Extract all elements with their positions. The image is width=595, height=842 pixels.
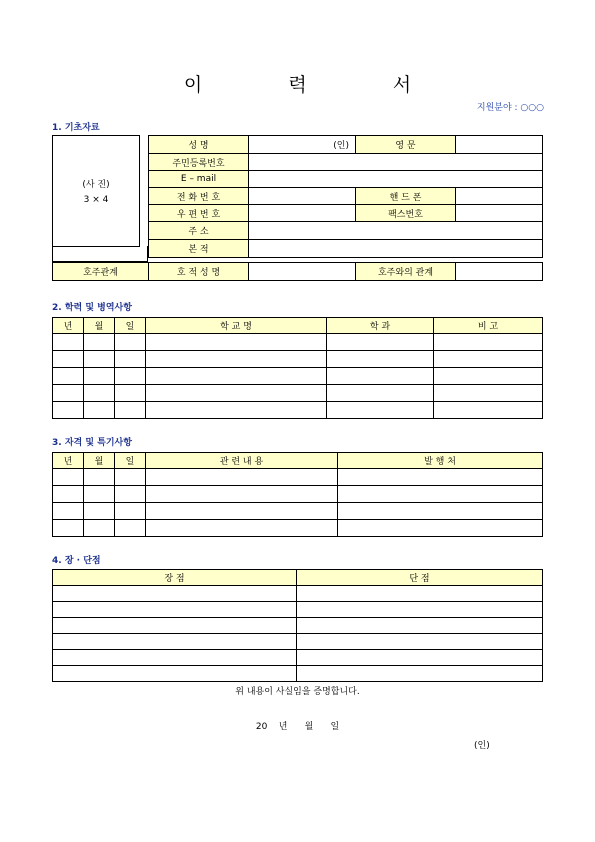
table-cell[interactable] bbox=[53, 503, 84, 520]
resident-no-label: 주민등록번호 bbox=[149, 154, 249, 171]
table-cell[interactable] bbox=[146, 385, 327, 402]
relation-label: 호주와의 관계 bbox=[356, 263, 456, 281]
section4-heading: 4. 장 · 단점 bbox=[52, 556, 101, 566]
table-cell[interactable] bbox=[297, 666, 543, 682]
table-row bbox=[53, 634, 543, 650]
table-cell[interactable] bbox=[434, 368, 543, 385]
table-cell[interactable] bbox=[146, 351, 327, 368]
table-cell[interactable] bbox=[327, 385, 434, 402]
table-cell[interactable] bbox=[146, 469, 338, 486]
photo-size: 3 × 4 bbox=[83, 195, 109, 205]
table-cell[interactable] bbox=[115, 334, 146, 351]
email-field[interactable] bbox=[249, 171, 543, 188]
edu-col-note: 비 고 bbox=[434, 318, 543, 334]
education-table bbox=[52, 317, 543, 419]
table-cell[interactable] bbox=[297, 634, 543, 650]
address-field[interactable] bbox=[249, 222, 543, 240]
table-cell[interactable] bbox=[297, 618, 543, 634]
edu-col-year: 년 bbox=[53, 318, 84, 334]
table-row bbox=[53, 385, 543, 402]
english-name-label: 영 문 bbox=[356, 136, 456, 154]
table-cell[interactable] bbox=[84, 486, 115, 503]
phone-label: 전 화 번 호 bbox=[149, 188, 249, 205]
certification-statement: 위 내용이 사실임을 증명합니다. bbox=[235, 687, 360, 697]
fax-field[interactable] bbox=[456, 205, 543, 222]
table-cell[interactable] bbox=[84, 351, 115, 368]
section3-heading: 3. 자격 및 특기사항 bbox=[52, 438, 132, 448]
table-cell[interactable] bbox=[146, 520, 338, 537]
table-cell[interactable] bbox=[338, 503, 543, 520]
qual-col-month: 월 bbox=[84, 453, 115, 469]
table-cell[interactable] bbox=[327, 334, 434, 351]
table-cell[interactable] bbox=[84, 334, 115, 351]
table-cell[interactable] bbox=[338, 520, 543, 537]
table-cell[interactable] bbox=[297, 602, 543, 618]
table-cell[interactable] bbox=[84, 469, 115, 486]
table-cell[interactable] bbox=[53, 618, 297, 634]
table-cell[interactable] bbox=[297, 586, 543, 602]
table-cell[interactable] bbox=[327, 351, 434, 368]
qual-col-day: 일 bbox=[115, 453, 146, 469]
table-cell[interactable] bbox=[434, 351, 543, 368]
table-cell[interactable] bbox=[434, 402, 543, 419]
address-label: 주 소 bbox=[149, 222, 249, 240]
table-cell[interactable] bbox=[146, 402, 327, 419]
postal-code-field[interactable] bbox=[249, 205, 356, 222]
table-cell[interactable] bbox=[84, 503, 115, 520]
edu-col-school: 학 교 명 bbox=[146, 318, 327, 334]
table-cell[interactable] bbox=[146, 486, 338, 503]
name-label: 성 명 bbox=[149, 136, 249, 154]
table-row bbox=[53, 469, 543, 486]
section1-heading: 1. 기초자료 bbox=[52, 123, 100, 133]
household-head-name-field[interactable] bbox=[249, 263, 356, 281]
table-cell[interactable] bbox=[53, 520, 84, 537]
email-label: E – mail bbox=[149, 171, 249, 188]
table-row bbox=[53, 650, 543, 666]
table-cell[interactable] bbox=[338, 469, 543, 486]
table-cell[interactable] bbox=[84, 520, 115, 537]
table-row bbox=[53, 586, 543, 602]
mobile-field[interactable] bbox=[456, 188, 543, 205]
table-cell[interactable] bbox=[115, 503, 146, 520]
mobile-label: 핸 드 폰 bbox=[356, 188, 456, 205]
table-cell[interactable] bbox=[53, 402, 84, 419]
edu-col-major: 학 과 bbox=[327, 318, 434, 334]
photo-placeholder bbox=[52, 178, 140, 208]
qual-col-year: 년 bbox=[53, 453, 84, 469]
table-cell[interactable] bbox=[53, 634, 297, 650]
table-row bbox=[53, 520, 543, 537]
table-cell[interactable] bbox=[115, 351, 146, 368]
household-head-name-label: 호 적 성 명 bbox=[149, 263, 249, 281]
table-cell[interactable] bbox=[115, 402, 146, 419]
domicile-label: 본 적 bbox=[149, 240, 249, 258]
table-cell[interactable] bbox=[115, 385, 146, 402]
household-row-table bbox=[52, 262, 543, 281]
fax-label: 팩스번호 bbox=[356, 205, 456, 222]
weaknesses-header: 단 점 bbox=[297, 570, 543, 586]
household-head-label: 호주관계 bbox=[53, 263, 149, 281]
table-cell[interactable] bbox=[53, 351, 84, 368]
applied-field: 지원분야 : ○○○ bbox=[476, 103, 544, 113]
table-cell[interactable] bbox=[53, 385, 84, 402]
table-cell[interactable] bbox=[115, 469, 146, 486]
table-cell[interactable] bbox=[327, 402, 434, 419]
postal-code-label: 우 편 번 호 bbox=[149, 205, 249, 222]
photo-label: (사 진) bbox=[82, 180, 110, 190]
table-cell[interactable] bbox=[53, 666, 297, 682]
table-cell[interactable] bbox=[146, 503, 338, 520]
table-cell[interactable] bbox=[84, 402, 115, 419]
table-cell[interactable] bbox=[53, 586, 297, 602]
table-cell[interactable] bbox=[434, 334, 543, 351]
table-cell[interactable] bbox=[53, 469, 84, 486]
domicile-field[interactable] bbox=[249, 240, 543, 258]
phone-field[interactable] bbox=[249, 188, 356, 205]
strengths-weaknesses-table bbox=[52, 569, 543, 682]
table-cell[interactable] bbox=[146, 334, 327, 351]
table-row bbox=[53, 368, 543, 385]
resident-no-field[interactable] bbox=[249, 154, 543, 171]
date-line: 20 년 월 일 bbox=[255, 722, 340, 732]
seal-mark: (인) bbox=[249, 136, 356, 154]
table-cell[interactable] bbox=[53, 368, 84, 385]
table-row bbox=[53, 602, 543, 618]
strengths-header: 장 점 bbox=[53, 570, 297, 586]
table-cell[interactable] bbox=[434, 385, 543, 402]
table-cell[interactable] bbox=[53, 650, 297, 666]
document-title: 이 력 서 bbox=[183, 74, 452, 96]
table-cell[interactable] bbox=[53, 602, 297, 618]
table-cell[interactable] bbox=[297, 650, 543, 666]
table-row bbox=[53, 486, 543, 503]
table-row bbox=[53, 618, 543, 634]
section2-heading: 2. 학력 및 병역사항 bbox=[52, 303, 132, 313]
edu-col-month: 월 bbox=[84, 318, 115, 334]
edu-col-day: 일 bbox=[115, 318, 146, 334]
table-row bbox=[53, 351, 543, 368]
english-name-field[interactable] bbox=[456, 136, 543, 154]
table-row bbox=[53, 334, 543, 351]
table-cell[interactable] bbox=[53, 334, 84, 351]
table-cell[interactable] bbox=[84, 385, 115, 402]
qual-col-content: 관 련 내 용 bbox=[146, 453, 338, 469]
table-cell[interactable] bbox=[84, 368, 115, 385]
basic-info-table bbox=[148, 135, 543, 258]
signature-seal: (인) bbox=[474, 741, 490, 751]
photo-bottom-strip bbox=[52, 246, 148, 262]
table-cell[interactable] bbox=[327, 368, 434, 385]
table-row bbox=[53, 402, 543, 419]
table-row bbox=[53, 503, 543, 520]
table-row bbox=[53, 666, 543, 682]
relation-field[interactable] bbox=[456, 263, 543, 281]
qual-col-issuer: 발 행 처 bbox=[338, 453, 543, 469]
qualification-table bbox=[52, 452, 543, 537]
table-cell[interactable] bbox=[115, 486, 146, 503]
table-cell[interactable] bbox=[146, 368, 327, 385]
table-cell[interactable] bbox=[115, 520, 146, 537]
table-cell[interactable] bbox=[338, 486, 543, 503]
table-cell[interactable] bbox=[115, 368, 146, 385]
table-cell[interactable] bbox=[53, 486, 84, 503]
